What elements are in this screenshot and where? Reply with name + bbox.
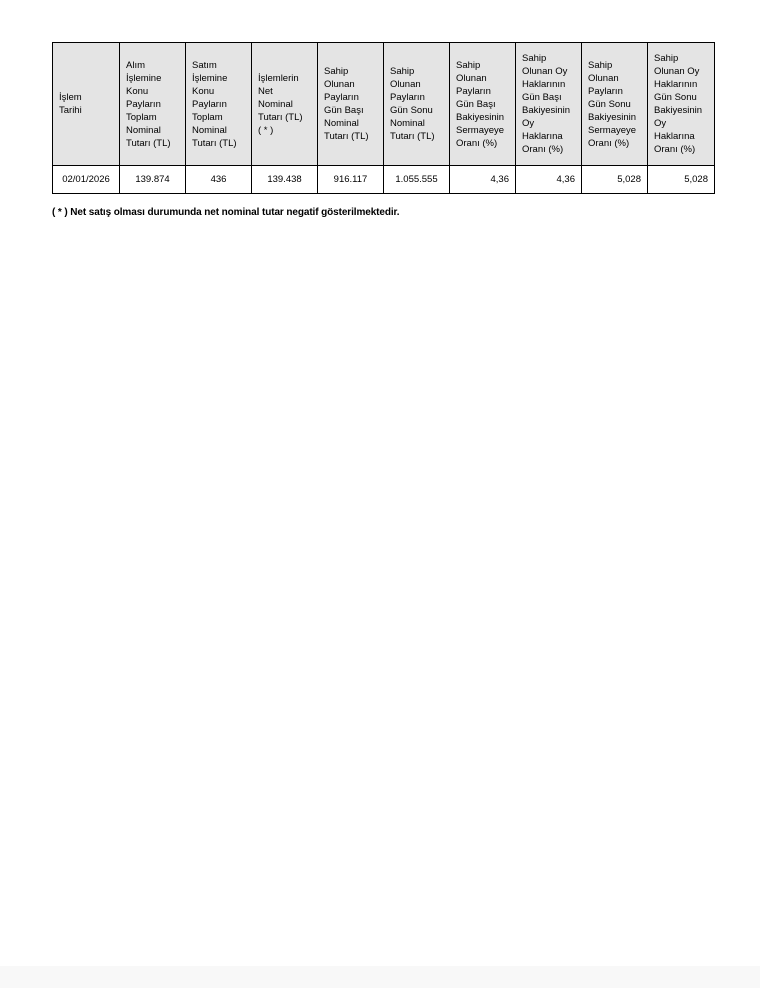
header-day-start-capital-ratio: Sahip Olunan Payların Gün Başı Bakiyesinin Sermayeye Oranı (%) bbox=[450, 43, 516, 166]
header-net-nominal-amount: İşlemlerin Net Nominal Tutarı (TL) ( * ) bbox=[252, 43, 318, 166]
cell-day-end-capital-ratio: 5,028 bbox=[582, 166, 648, 194]
header-purchase-nominal-total: Alım İşlemine Konu Payların Toplam Nominal Tutarı (TL) bbox=[120, 43, 186, 166]
cell-day-end-nominal: 1.055.555 bbox=[384, 166, 450, 194]
header-day-start-nominal: Sahip Olunan Payların Gün Başı Nominal Tutarı (TL) bbox=[318, 43, 384, 166]
table-row bbox=[53, 166, 715, 194]
header-sale-nominal-total: Satım İşlemine Konu Payların Toplam Nominal Tutarı (TL) bbox=[186, 43, 252, 166]
footnote: ( * ) Net satış olması durumunda net nominal tutar negatif gösterilmektedir. bbox=[52, 207, 400, 218]
cell-transaction-date: 02/01/2026 bbox=[53, 166, 120, 194]
header-day-start-voting-ratio: Sahip Olunan Oy Haklarının Gün Başı Bakiyesinin Oy Haklarına Oranı (%) bbox=[516, 43, 582, 166]
cell-day-start-voting-ratio: 4,36 bbox=[516, 166, 582, 194]
cell-day-start-nominal: 916.117 bbox=[318, 166, 384, 194]
header-day-end-nominal: Sahip Olunan Payların Gün Sonu Nominal Tutarı (TL) bbox=[384, 43, 450, 166]
cell-day-start-capital-ratio: 4,36 bbox=[450, 166, 516, 194]
cell-purchase-nominal-total: 139.874 bbox=[120, 166, 186, 194]
page-bottom-strip bbox=[0, 966, 760, 988]
cell-day-end-voting-ratio: 5,028 bbox=[648, 166, 715, 194]
share-transaction-table bbox=[52, 42, 715, 194]
header-day-end-capital-ratio: Sahip Olunan Payların Gün Sonu Bakiyesinin Sermayeye Oranı (%) bbox=[582, 43, 648, 166]
header-day-end-voting-ratio: Sahip Olunan Oy Haklarının Gün Sonu Bakiyesinin Oy Haklarına Oranı (%) bbox=[648, 43, 715, 166]
table-header-row bbox=[53, 43, 715, 166]
header-transaction-date: İşlem Tarihi bbox=[53, 43, 120, 166]
cell-net-nominal-amount: 139.438 bbox=[252, 166, 318, 194]
cell-sale-nominal-total: 436 bbox=[186, 166, 252, 194]
